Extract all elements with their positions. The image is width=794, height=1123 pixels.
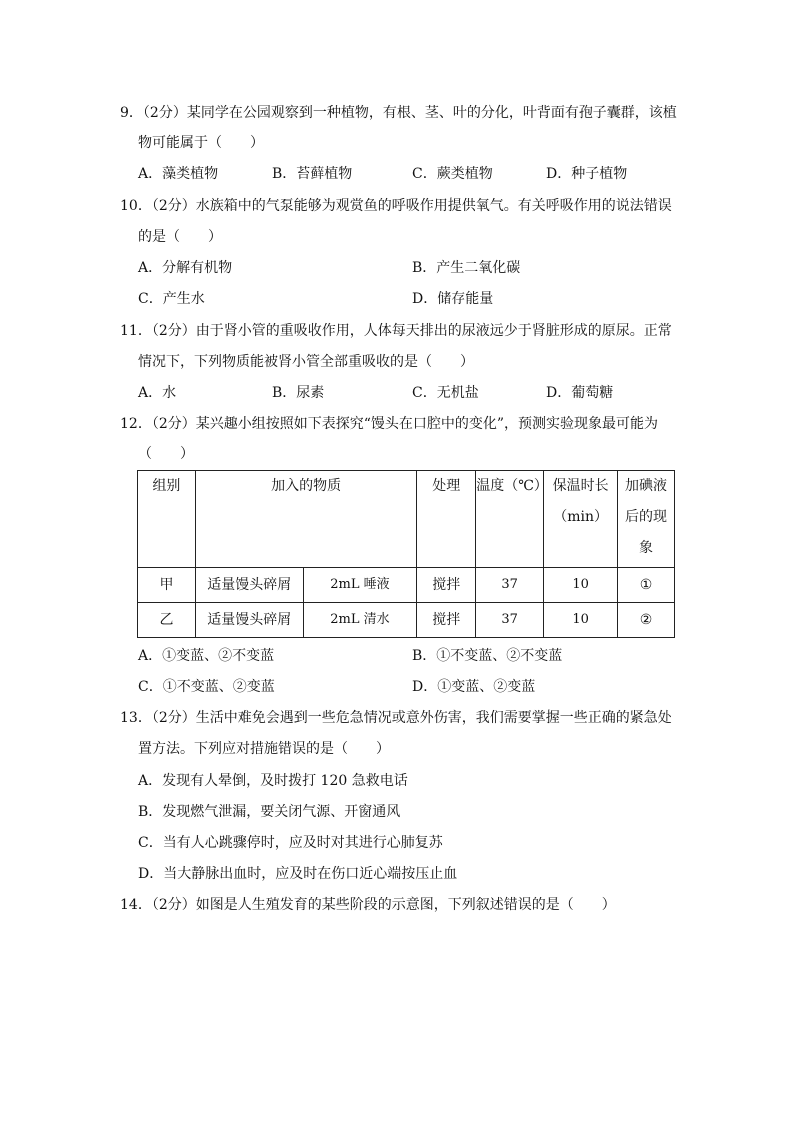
- q13-option-b: B．发现燃气泄漏，要关闭气源、开窗通风: [138, 804, 401, 820]
- q10-option-a: A．分解有机物: [138, 260, 233, 276]
- q10-stem-line1: 10．（2分）水族箱中的气泵能够为观赏鱼的呼吸作用提供氧气。有关呼吸作用的说法错误: [120, 198, 672, 214]
- table-header-row: [138, 471, 675, 568]
- cell-temperature: 37: [476, 603, 544, 638]
- header-result: [618, 471, 675, 568]
- header-process: 处理: [417, 471, 476, 568]
- table-row: [138, 603, 675, 638]
- header-temperature: 温度（℃）: [476, 471, 544, 568]
- q12-option-a: A．①变蓝、②不变蓝: [138, 648, 275, 664]
- q9-option-c: C．蕨类植物: [412, 166, 493, 182]
- q9-option-b: B．苔藓植物: [272, 166, 353, 182]
- cell-group: 乙: [138, 603, 196, 638]
- cell-liquid: 2mL 清水: [303, 603, 417, 638]
- cell-process: 搅拌: [417, 568, 476, 603]
- q9-stem-line1: 9．（2分）某同学在公园观察到一种植物，有根、茎、叶的分化，叶背面有孢子囊群，该植: [120, 105, 677, 121]
- header-duration: [544, 471, 618, 568]
- q12-option-b: B．①不变蓝、②不变蓝: [412, 648, 563, 664]
- q10-option-c: C．产生水: [138, 291, 205, 307]
- cell-result: ①: [618, 568, 675, 603]
- table-row: [138, 568, 675, 603]
- q11-option-a: A．水: [138, 385, 177, 401]
- cell-material: 适量馒头碎屑: [195, 568, 303, 603]
- q12-option-d: D．①变蓝、②变蓝: [412, 679, 536, 695]
- q9-option-a: A．藻类植物: [138, 166, 219, 182]
- header-result-line1: 加碘液: [625, 478, 668, 494]
- header-result-line2: 后的现: [625, 509, 668, 525]
- cell-duration: 10: [544, 568, 618, 603]
- header-group: 组别: [138, 471, 196, 568]
- q11-option-c: C．无机盐: [412, 385, 479, 401]
- q13-option-c: C．当有人心跳骤停时，应及时对其进行心肺复苏: [138, 835, 443, 851]
- q9-option-d: D．种子植物: [546, 166, 628, 182]
- q9-stem-line2: 物可能属于（ ）: [138, 135, 264, 151]
- q14-stem-line1: 14．（2分）如图是人生殖发育的某些阶段的示意图，下列叙述错误的是（ ）: [120, 897, 616, 913]
- q10-option-d: D．储存能量: [412, 291, 494, 307]
- cell-duration: 10: [544, 603, 618, 638]
- q13-stem-line1: 13．（2分）生活中难免会遇到一些危急情况或意外伤害，我们需要掌握一些正确的紧急处: [120, 710, 672, 726]
- q11-option-d: D．葡萄糖: [546, 385, 614, 401]
- header-added-substance: 加入的物质: [195, 471, 416, 568]
- cell-result: ②: [618, 603, 675, 638]
- experiment-table: [137, 470, 675, 638]
- q11-stem-line2: 情况下，下列物质能被肾小管全部重吸收的是（ ）: [138, 354, 474, 370]
- q11-option-b: B．尿素: [272, 385, 325, 401]
- cell-liquid: 2mL 唾液: [303, 568, 417, 603]
- cell-material: 适量馒头碎屑: [195, 603, 303, 638]
- q12-stem-line2: （ ）: [138, 446, 194, 462]
- header-duration-line1: 保温时长: [552, 478, 609, 494]
- cell-group: 甲: [138, 568, 196, 603]
- cell-temperature: 37: [476, 568, 544, 603]
- q12-option-c: C．①不变蓝、②变蓝: [138, 679, 275, 695]
- q13-option-d: D．当大静脉出血时，应及时在伤口近心端按压止血: [138, 866, 458, 882]
- q13-option-a: A．发现有人晕倒，及时拨打 120 急救电话: [138, 773, 408, 789]
- q10-option-b: B．产生二氧化碳: [412, 260, 521, 276]
- q10-stem-line2: 的是（ ）: [138, 229, 222, 245]
- q11-stem-line1: 11．（2分）由于肾小管的重吸收作用，人体每天排出的尿液远少于肾脏形成的原尿。正常: [120, 323, 672, 339]
- header-result-line3: 象: [639, 540, 654, 556]
- q13-stem-line2: 置方法。下列应对措施错误的是（ ）: [138, 741, 390, 757]
- header-duration-line2: （min）: [553, 509, 608, 525]
- q12-stem-line1: 12．（2分）某兴趣小组按照如下表探究“馒头在口腔中的变化”，预测实验现象最可能为: [120, 416, 659, 432]
- cell-process: 搅拌: [417, 603, 476, 638]
